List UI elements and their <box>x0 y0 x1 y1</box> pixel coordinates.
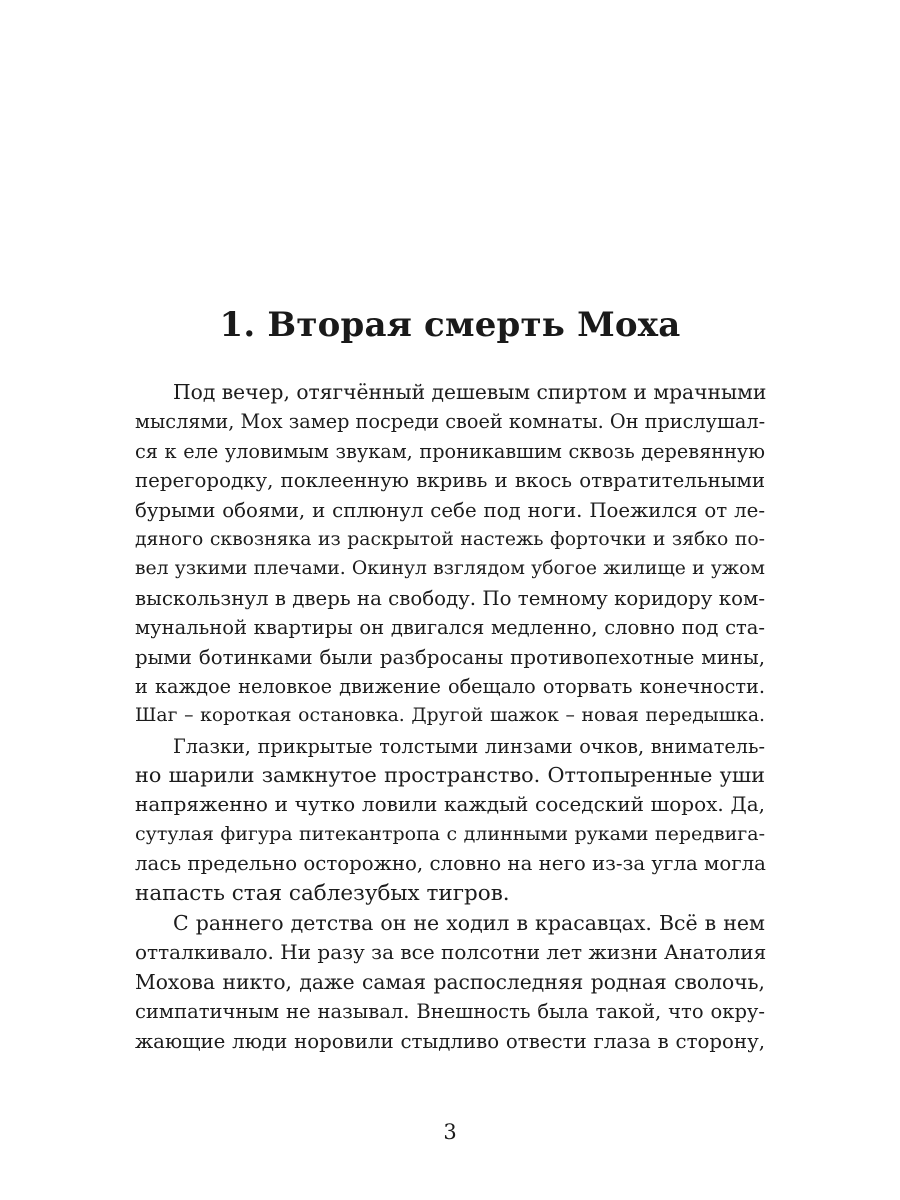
text-line: Шаг – короткая остановка. Другой шажок – новая передышка. <box>135 705 765 727</box>
text-line: отталкивало. Ни разу за все полсотни лет жизни Анатолия <box>135 940 767 965</box>
page-number: 3 <box>443 1120 457 1144</box>
paragraph-3 <box>135 909 765 1056</box>
text-line: мунальной квартиры он двигался медленно, словно под ста- <box>135 616 765 640</box>
text-line: но шарили замкнутое пространство. Оттопыренные уши <box>135 763 765 788</box>
text-line: Мохова никто, даже самая распоследняя родная сволочь, <box>135 969 765 994</box>
text-line: мыслями, Мох замер посреди своей комнаты. Он прислушал- <box>135 410 766 434</box>
paragraph-2 <box>135 732 765 908</box>
text-line: сутулая фигура питекантропа с длинными руками передвига- <box>135 822 765 845</box>
text-line: лась предельно осторожно, словно на него из-за угла могла <box>135 852 766 876</box>
text-line: бурыми обоями, и сплюнул себе под ноги. Поежился от ле- <box>135 498 765 522</box>
text-line: напасть стая саблезубых тигров. <box>135 880 510 906</box>
text-line: вел узкими плечами. Окинул взглядом убогое жилище и ужом <box>135 558 765 580</box>
text-line: дяного сквозняка из раскрытой настежь форточки и зябко по- <box>135 528 765 550</box>
body-text <box>135 378 765 1056</box>
text-line: напряженно и чутко ловили каждый соседский шорох. Да, <box>135 792 765 817</box>
text-line: рыми ботинками были разбросаны противопехотные мины, <box>135 645 765 669</box>
text-line: С раннего детства он не ходил в красавцах. Всё в нем <box>173 911 765 936</box>
text-line: и каждое неловкое движение обещало оторвать конечности. <box>135 674 765 698</box>
text-line: Глазки, прикрытые толстыми линзами очков, вниматель- <box>173 734 765 758</box>
text-line: жающие люди норовили стыдливо отвести глаза в сторону, <box>135 1029 765 1053</box>
chapter-title: 1. Вторая смерть Моха <box>219 304 681 345</box>
text-line: перегородку, поклеенную вкривь и вкось отвратительными <box>135 469 765 493</box>
text-line: выскользнул в дверь на свободу. По темному коридору ком- <box>135 586 765 610</box>
text-line: Под вечер, отягчённый дешевым спиртом и мрачными <box>173 380 767 404</box>
text-line: ся к еле уловимым звукам, проникавшим сквозь деревянную <box>135 439 765 463</box>
text-line: симпатичным не называл. Внешность была такой, что окру- <box>135 1000 765 1024</box>
paragraph-1 <box>135 378 765 731</box>
